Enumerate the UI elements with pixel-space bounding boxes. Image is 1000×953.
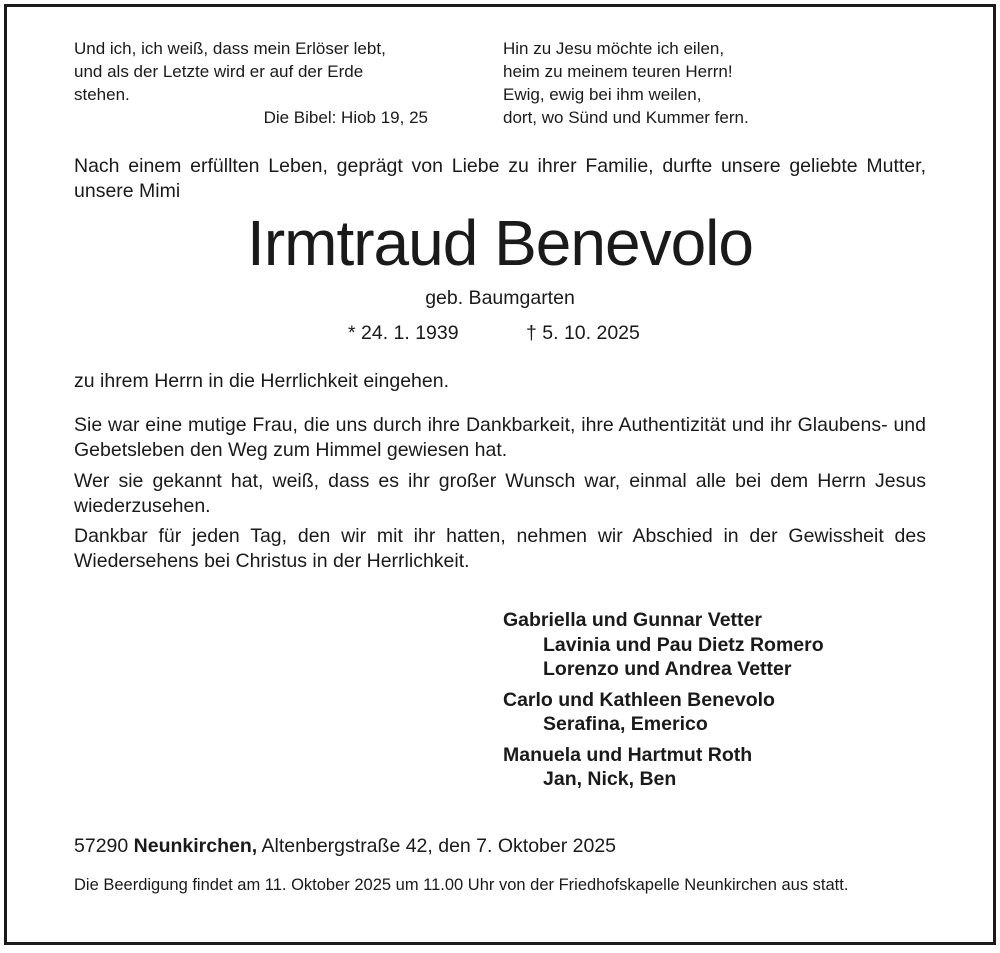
- family-head: Manuela und Hartmut Roth: [503, 743, 753, 766]
- hymn-verse-line: Ewig, ewig bei ihm weilen,: [503, 85, 702, 104]
- mourners-list: [503, 608, 943, 798]
- family-member: Lavinia und Pau Dietz Romero: [543, 633, 824, 656]
- body-paragraph: Wer sie gekannt hat, weiß, dass es ihr großer Wunsch war, einmal alle bei dem Herrn Jesus wiederzusehen.: [74, 470, 926, 517]
- bible-quote-line: und als der Letzte wird er auf der Erde: [74, 62, 364, 81]
- hymn-verse-line: dort, wo Sünd und Kummer fern.: [503, 108, 749, 127]
- family-member: Lorenzo und Andrea Vetter: [543, 658, 792, 680]
- family-group: [503, 608, 943, 682]
- funeral-note: Die Beerdigung findet am 11. Oktober 2025 um 11.00 Uhr von der Friedhofskapelle Neunkirchen aus statt.: [74, 876, 849, 894]
- body-paragraph: zu ihrem Herrn in die Herrlichkeit eingehen.: [74, 370, 450, 392]
- street-address-date: Altenbergstraße 42, den 7. Oktober 2025: [261, 835, 617, 857]
- city-name: Neunkirchen,: [133, 835, 258, 857]
- maiden-name: geb. Baumgarten: [425, 287, 575, 309]
- body-paragraph: Dankbar für jeden Tag, den wir mit ihr hatten, nehmen wir Abschied in der Gewissheit des Wiedersehens bei Christus in der Herrlichkeit.: [74, 525, 926, 572]
- death-date: † 5. 10. 2025: [526, 322, 640, 344]
- bible-quote: [74, 37, 434, 129]
- hymn-verse-line: Hin zu Jesu möchte ich eilen,: [503, 39, 725, 58]
- family-head: Gabriella und Gunnar Vetter: [503, 609, 762, 631]
- place-and-date: [74, 834, 616, 858]
- hymn-verse-line: heim zu meinem teuren Herrn!: [503, 62, 733, 81]
- bible-quote-line: Und ich, ich weiß, dass mein Erlöser lebt,: [74, 39, 386, 58]
- postal-code: 57290: [74, 835, 129, 857]
- birth-date: * 24. 1. 1939: [348, 322, 459, 344]
- family-head: Carlo und Kathleen Benevolo: [503, 688, 775, 711]
- hymn-verse: [503, 37, 923, 129]
- family-group: [503, 743, 943, 792]
- deceased-name: Irmtraud Benevolo: [247, 207, 753, 279]
- bible-quote-line: stehen.: [74, 85, 130, 104]
- family-member: Serafina, Emerico: [543, 713, 708, 735]
- family-member: Jan, Nick, Ben: [543, 768, 677, 790]
- bible-quote-source: Die Bibel: Hiob 19, 25: [263, 108, 428, 127]
- family-group: [503, 688, 943, 737]
- intro-text: Nach einem erfüllten Leben, geprägt von Liebe zu ihrer Familie, durfte unsere geliebte Mutter, unsere Mimi: [74, 155, 926, 202]
- body-paragraph: Sie war eine mutige Frau, die uns durch ihre Dankbarkeit, ihre Authentizität und ihr Glaubens- und Gebetsleben den Weg zum Himmel gewiesen hat.: [74, 414, 926, 461]
